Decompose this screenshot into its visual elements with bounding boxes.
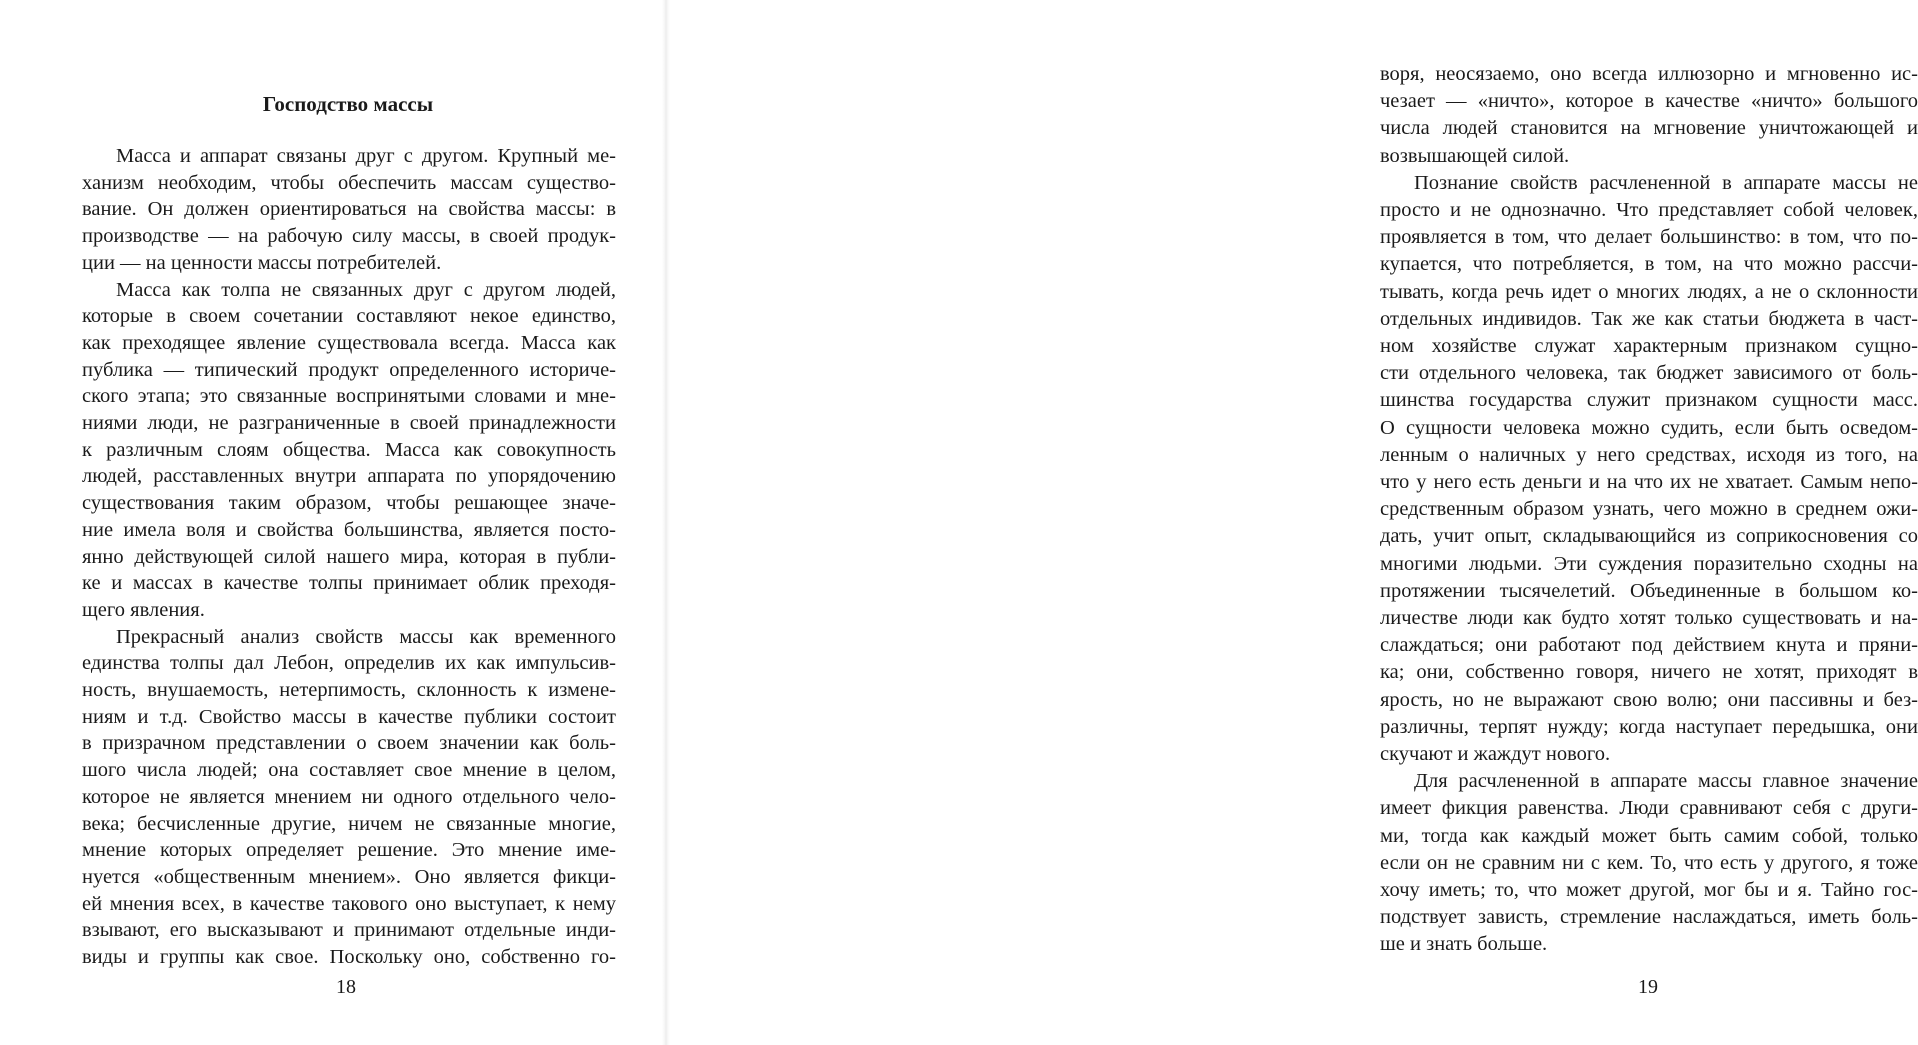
text-line: шого числа людей; она составляет свое мнение в целом,	[82, 759, 616, 782]
text-line: воря, неосязаемо, оно всегда иллюзорно и мгновенно ис-	[1380, 63, 1918, 85]
text-line: средственным образом узнать, чего можно в среднем ожи-	[1380, 498, 1918, 521]
text-line: людей, расставленных внутри аппарата по упорядочению	[82, 465, 616, 488]
text-line: к различным слоям общества. Масса как совокупность	[82, 438, 616, 461]
text-line: которые в своем сочетании составляют некое единство,	[82, 305, 616, 328]
text-line: ше и знать больше.	[1380, 933, 1548, 956]
text-line: существования таким образом, чтобы решающее значе-	[82, 492, 616, 515]
text-line: производстве — на рабочую силу массы, в своей продук-	[82, 225, 616, 248]
text-line: шинства государства служит признаком сущности масс.	[1380, 389, 1918, 412]
text-line: хочу иметь; то, что может другой, мог бы и я. Тайно гос-	[1380, 879, 1918, 901]
text-line: имеет фикция равенства. Люди сравнивают себя с други-	[1380, 797, 1918, 820]
text-line: ность, внушаемость, нетерпимость, склонность к измене-	[82, 679, 616, 701]
text-line: ского этапа; это связанные воспринятыми словами и мне-	[82, 385, 616, 408]
text-line: Масса и аппарат связаны друг с другом. Крупный ме-	[116, 145, 616, 167]
text-line: в призрачном представлении о своем значении как боль-	[82, 732, 616, 755]
text-line: ленным о наличных у него средствах, исходя из того, на	[1380, 443, 1918, 466]
text-line: которое не является мнением ни одного отдельного чело-	[82, 785, 616, 808]
text-line: Для расчлененной в аппарате массы главное значение	[1414, 770, 1918, 793]
text-line: ниям и т.д. Свойство массы в качестве публики состоит	[82, 705, 616, 728]
text-line: единства толпы дал Лебон, определив их как импульсив-	[82, 652, 616, 675]
text-line: нуется «общественным мнением». Оно является фикци-	[82, 865, 616, 888]
text-line: ции — на ценности массы потребителей.	[82, 251, 442, 274]
right-page	[667, 0, 1918, 1045]
text-line: отдельных индивидов. Так же как статьи бюджета в част-	[1380, 307, 1918, 330]
left-page	[0, 0, 666, 1045]
text-line: ей мнения всех, в качестве такового оно выступает, к нему	[82, 892, 616, 915]
text-line: вание. Он должен ориентироваться на свойства массы: в	[82, 198, 616, 221]
text-line: Масса как толпа не связанных друг с другом людей,	[116, 278, 616, 301]
text-line: публика — типический продукт определенного историче-	[82, 358, 616, 381]
page-number-left: 18	[336, 976, 356, 998]
text-line: различны, терпят нужду; когда наступает передышка, они	[1380, 715, 1918, 738]
text-line: янно действующей силой нашего мира, которая в публи-	[82, 545, 616, 568]
text-line: ка; они, собственно говоря, ничего не хотят, приходят в	[1380, 661, 1918, 684]
text-line: возвышающей силой.	[1380, 144, 1570, 167]
text-line: ние имела воля и свойства большинства, является посто-	[82, 518, 616, 541]
text-line: ярость, но не выражают свою волю; они пассивны и без-	[1380, 688, 1918, 711]
text-line: тывать, когда речь идет о многих людях, а не о склонности	[1380, 280, 1918, 303]
text-line: скучают и жаждут нового.	[1380, 743, 1611, 765]
text-line: ке и массах в качестве толпы принимает облик преходя-	[82, 572, 616, 595]
text-line: виды и группы как свое. Поскольку оно, собственно го-	[82, 946, 616, 968]
text-line: ми, тогда как каждый может быть самим собой, только	[1380, 824, 1918, 847]
text-line: щего явления.	[82, 598, 205, 621]
text-line: купается, что потребляется, в том, на что можно рассчи-	[1380, 253, 1918, 276]
text-line: дать, учит опыт, складывающийся из соприкосновения со	[1380, 525, 1918, 548]
text-line: подствует зависть, стремление наслаждаться, иметь боль-	[1380, 906, 1918, 929]
text-line: ханизм необходим, чтобы обеспечить массам существо-	[82, 171, 616, 194]
text-line: Познание свойств расчлененной в аппарате массы не	[1414, 171, 1918, 194]
text-line: слаждаться; они работают под действием кнута и пряни-	[1380, 634, 1918, 657]
text-line: сти отдельного человека, так бюджет зависимого от боль-	[1380, 362, 1918, 385]
text-line: как преходящее явление существовала всегда. Масса как	[82, 331, 616, 354]
text-line: просто и не однозначно. Что представляет собой человек,	[1380, 199, 1918, 221]
text-line: личестве люди как будто хотят только существовать и на-	[1380, 607, 1918, 629]
text-line: Прекрасный анализ свойств массы как временного	[116, 625, 616, 648]
chapter-title: Господство массы	[262, 92, 434, 116]
text-line: века; бесчисленные другие, ничем не связанные многие,	[82, 812, 616, 835]
text-line: проявляется в том, что делает большинство: в том, что по-	[1380, 226, 1918, 249]
text-line: что у него есть деньги и на что их не хватает. Самым непо-	[1380, 471, 1918, 493]
text-line: ниями люди, не разграниченные в своей принадлежности	[82, 412, 616, 434]
text-line: многими людьми. Эти суждения поразительно сходны на	[1380, 552, 1918, 575]
text-line: протяжении тысячелетий. Объединенные в большом ко-	[1380, 579, 1918, 602]
text-line: мнение которых определяет решение. Это мнение име-	[82, 839, 616, 862]
text-line: чезает — «ничто», которое в качестве «ничто» большого	[1380, 90, 1918, 113]
text-line: числа людей становится на мгновение уничтожающей и	[1380, 117, 1918, 140]
text-line: если он не сравним ни с кем. То, что есть у другого, я тоже	[1380, 851, 1918, 874]
text-line: ном хозяйстве служат характерным признаком сущно-	[1380, 335, 1918, 357]
text-line: О сущности человека можно судить, если быть осведом-	[1380, 416, 1918, 439]
page-number-right: 19	[1638, 976, 1658, 998]
text-line: взывают, его высказывают и принимают отдельные инди-	[82, 919, 616, 942]
